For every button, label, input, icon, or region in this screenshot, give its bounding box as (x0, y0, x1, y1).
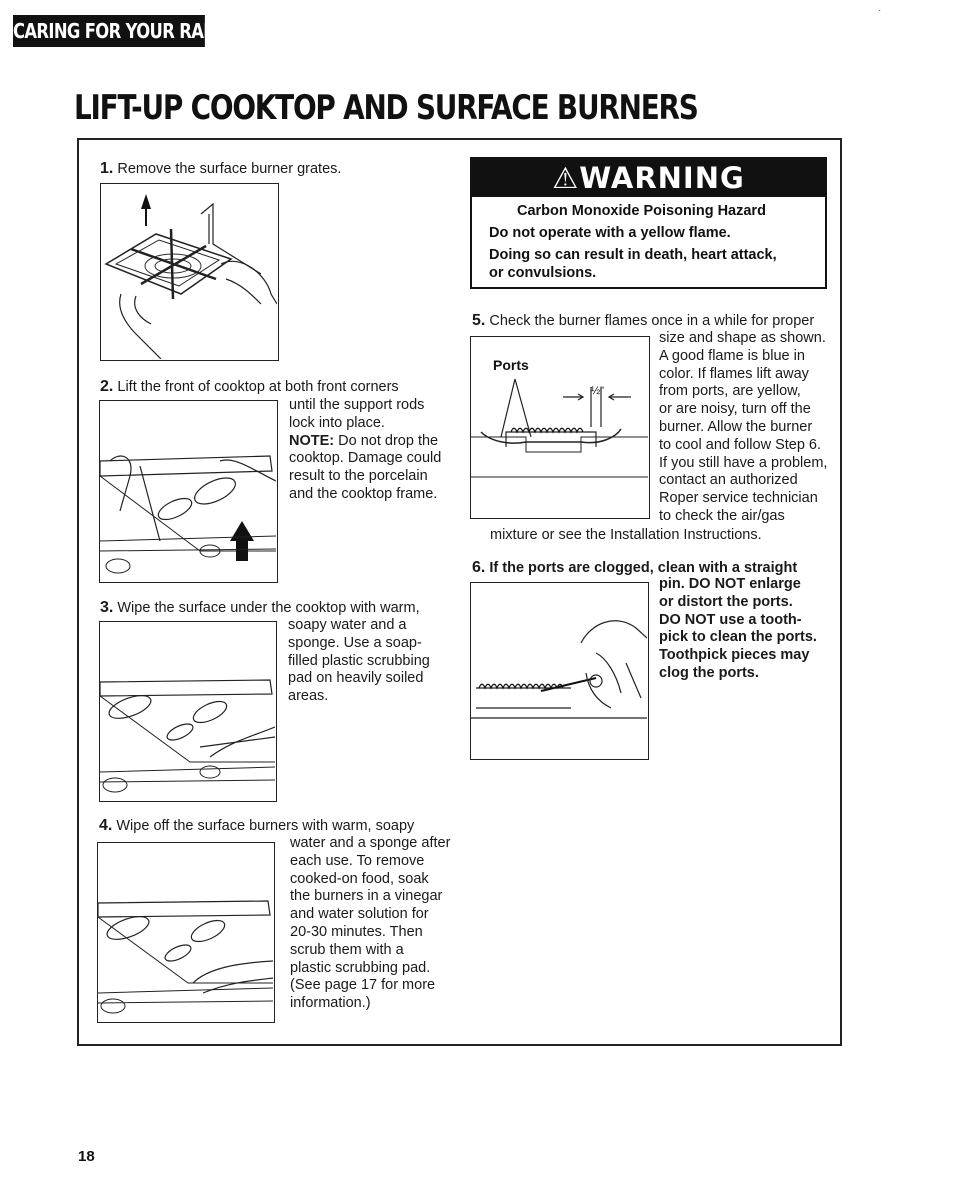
step-line: scrub them with a (290, 941, 404, 958)
step-number: 4. (99, 817, 113, 834)
step-5-tail: mixture or see the Installation Instructions. (490, 527, 762, 543)
step-line: Lift the front of cooktop at both front corners (117, 379, 399, 395)
step-line: color. If flames lift away (659, 365, 809, 382)
step-5-body (659, 330, 827, 526)
step-line: from ports, are yellow, (659, 383, 801, 400)
step-line: Roper service technician (659, 490, 818, 507)
step-line: Check the burner flames once in a while for proper (489, 313, 815, 329)
step-line: pick to clean the ports. (659, 629, 817, 646)
step-line: (See page 17 for more (290, 977, 436, 994)
step-line: soapy water and a (288, 617, 407, 633)
warning-hazard: Carbon Monoxide Poisoning Hazard (517, 203, 766, 219)
step-line: and water solution for (290, 906, 429, 923)
step-line: Toothpick pieces may (659, 647, 810, 664)
warning-line-1: Do not operate with a yellow flame. (489, 225, 731, 241)
step-line: pad on heavily soiled (288, 670, 424, 687)
step-number: 3. (100, 599, 114, 616)
warning-heading (472, 159, 825, 197)
step-line: lock into place. (289, 414, 385, 431)
step-line: result to the porcelain (289, 468, 428, 485)
step-line: cooktop. Damage could (289, 450, 442, 467)
step-4-body (290, 835, 450, 1013)
step-line: A good flame is blue in (659, 347, 805, 364)
note-label: NOTE: (289, 432, 335, 449)
step-line: pin. DO NOT enlarge (659, 576, 801, 592)
step-line: sponge. Use a soap- (288, 634, 422, 651)
step-line: Wipe off the surface burners with warm, soapy (116, 818, 415, 834)
warning-line-2b: or convulsions. (489, 265, 597, 281)
step-line: and the cooktop frame. (289, 485, 438, 502)
burner-wipe-illustration (97, 842, 275, 1023)
step-line: water and a sponge after (290, 835, 451, 851)
page-number: 18 (78, 1148, 95, 1165)
step-line: Do not drop the (338, 432, 439, 449)
step-2-body (289, 397, 441, 504)
step-number: 1. (100, 160, 114, 177)
step-4-lead (99, 817, 414, 836)
step-3-lead (100, 599, 420, 618)
step-line: to check the air/gas (659, 507, 785, 524)
step-line: areas. (288, 688, 329, 705)
step-line: each use. To remove (290, 852, 425, 869)
port-cleaning-illustration (470, 582, 649, 760)
page-title: LIFT-UP COOKTOP AND SURFACE BURNERS (74, 88, 698, 128)
section-label: CARING FOR YOUR RANGE (13, 15, 205, 47)
ports-label: Ports (493, 357, 529, 373)
step-1-text (100, 160, 341, 179)
step-line: information.) (290, 995, 371, 1012)
flame-height-label: ½" (591, 385, 605, 397)
step-line: until the support rods (289, 397, 425, 413)
step-line: contact an authorized (659, 472, 798, 489)
step-line: DO NOT use a tooth- (659, 611, 802, 628)
step-line: to cool and follow Step 6. (659, 436, 822, 453)
step-number: 5. (472, 312, 486, 329)
warning-triangle-icon: ⚠ (552, 161, 580, 195)
grate-removal-illustration (100, 183, 279, 361)
step-line: plastic scrubbing pad. (290, 959, 431, 976)
step-line: If the ports are clogged, clean with a straight (489, 560, 798, 576)
step-number: 6. (472, 559, 486, 576)
cooktop-wipe-illustration (99, 621, 277, 802)
step-line: size and shape as shown. (659, 330, 826, 346)
step-5-lead (472, 312, 814, 331)
warning-heading-text: WARNING (579, 161, 745, 195)
step-number: 2. (100, 378, 114, 395)
step-line: cooked-on food, soak (290, 870, 429, 887)
step-2-lead (100, 378, 399, 397)
step-6-body (659, 576, 817, 683)
cooktop-lift-illustration (99, 400, 278, 583)
step-line: 20-30 minutes. Then (290, 923, 423, 940)
step-line: clog the ports. (659, 664, 759, 681)
step-6-lead (472, 559, 797, 578)
step-line: or are noisy, turn off the (659, 401, 811, 418)
step-line: burner. Allow the burner (659, 418, 813, 435)
step-line: Remove the surface burner grates. (117, 161, 342, 177)
warning-line-2a: Doing so can result in death, heart attack, (489, 247, 777, 263)
step-line: If you still have a problem, (659, 454, 828, 471)
step-line: the burners in a vinegar (290, 888, 443, 905)
step-3-body (288, 617, 430, 706)
step-line: or distort the ports. (659, 593, 793, 610)
step-line: filled plastic scrubbing (288, 652, 430, 669)
step-line: Wipe the surface under the cooktop with warm, (117, 600, 420, 616)
burner-flame-diagram (470, 336, 650, 519)
stray-mark: · (878, 5, 882, 16)
